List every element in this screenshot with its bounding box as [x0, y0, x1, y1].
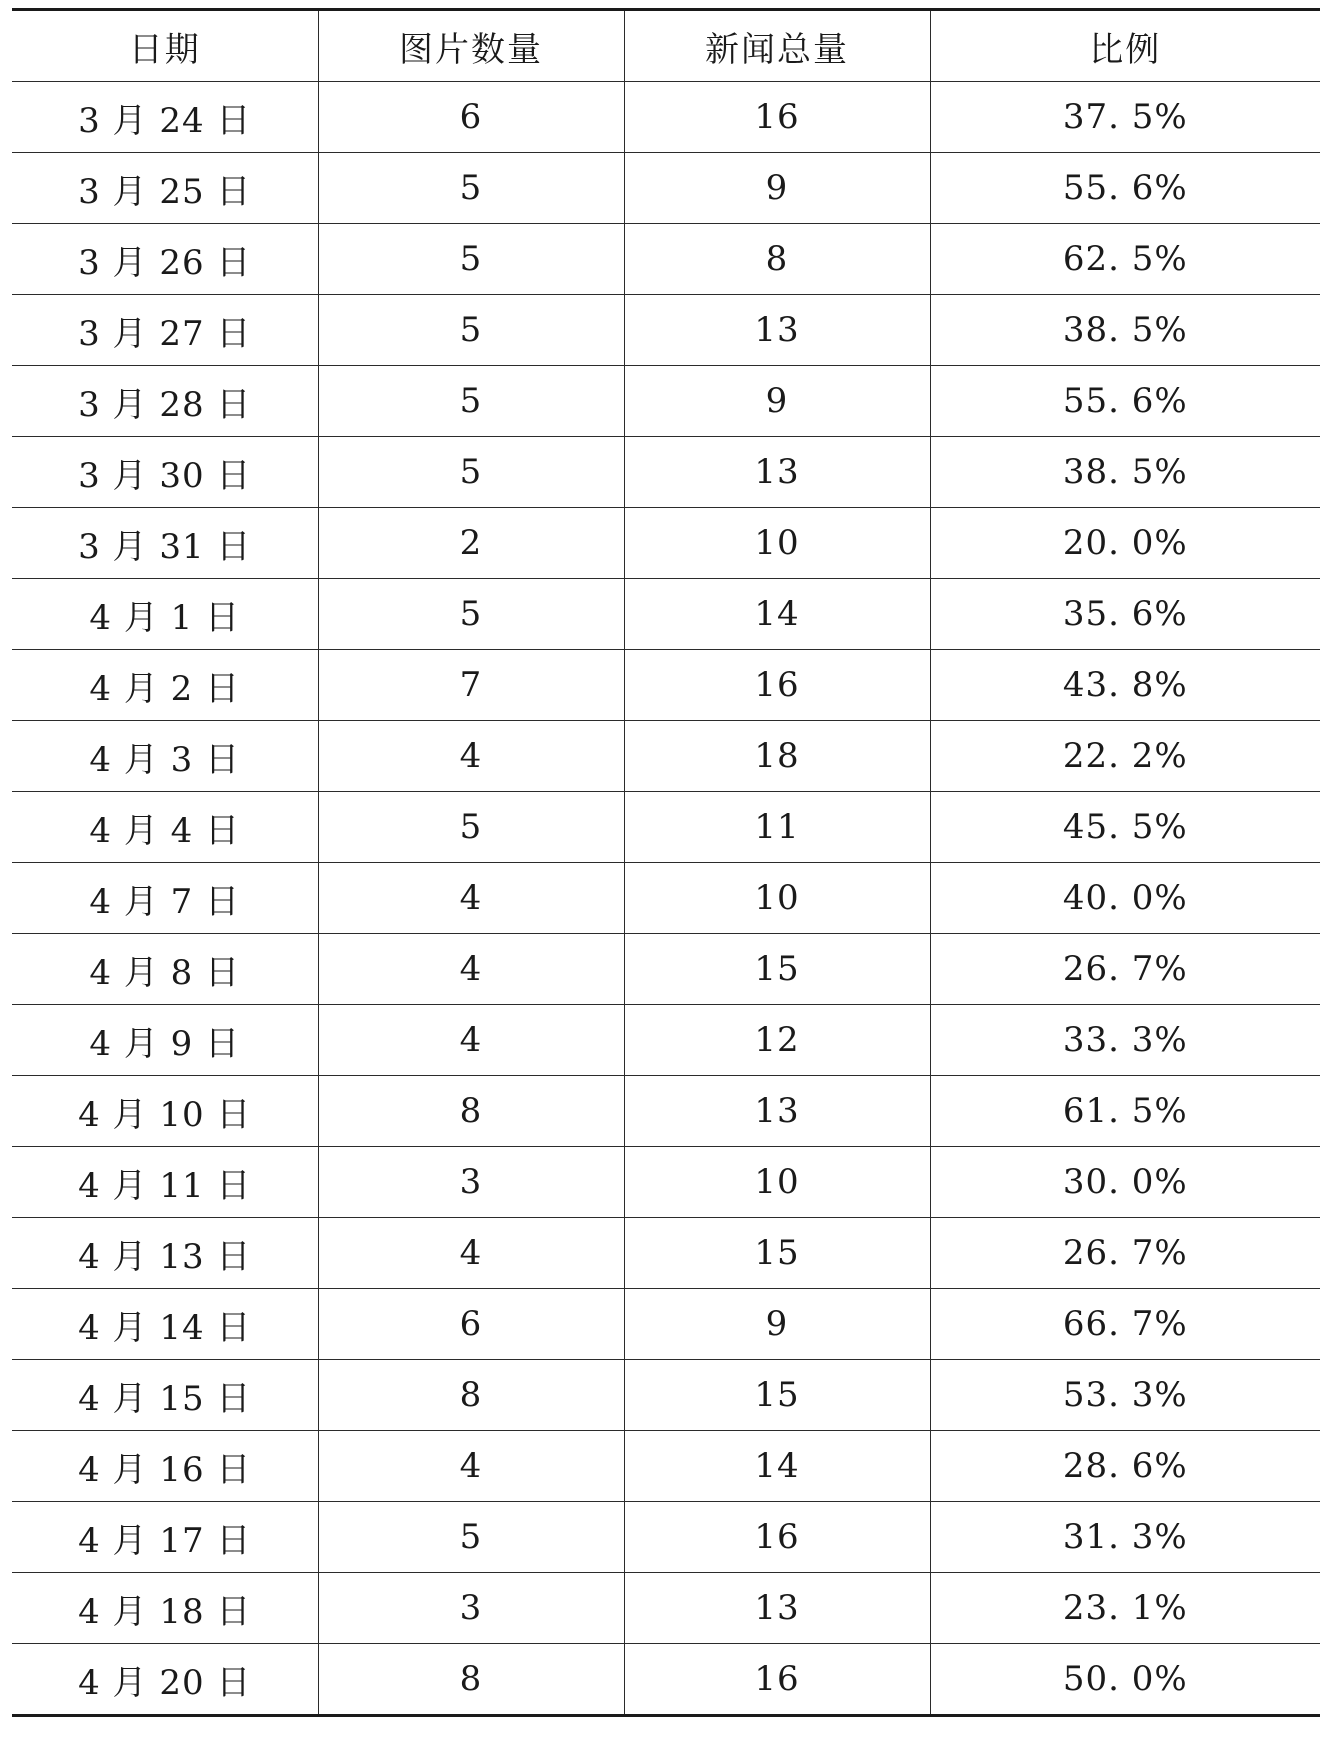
cell-image-count: 4 — [318, 863, 624, 934]
cell-image-count: 6 — [318, 82, 624, 153]
cell-ratio: 43. 8% — [930, 650, 1320, 721]
cell-date: 3 月 24 日 — [12, 82, 318, 153]
cell-date: 4 月 3 日 — [12, 721, 318, 792]
cell-image-count: 8 — [318, 1076, 624, 1147]
cell-ratio: 28. 6% — [930, 1431, 1320, 1502]
cell-date: 4 月 8 日 — [12, 934, 318, 1005]
table-header — [12, 10, 1320, 82]
table-row — [12, 579, 1320, 650]
cell-news-total: 10 — [624, 863, 930, 934]
cell-news-total: 16 — [624, 1502, 930, 1573]
cell-image-count: 4 — [318, 934, 624, 1005]
header-image-count: 图片数量 — [318, 10, 624, 82]
cell-date: 3 月 28 日 — [12, 366, 318, 437]
cell-date: 4 月 16 日 — [12, 1431, 318, 1502]
cell-ratio: 66. 7% — [930, 1289, 1320, 1360]
cell-news-total: 13 — [624, 437, 930, 508]
cell-date: 4 月 15 日 — [12, 1360, 318, 1431]
cell-date: 4 月 11 日 — [12, 1147, 318, 1218]
cell-ratio: 40. 0% — [930, 863, 1320, 934]
table-row — [12, 1218, 1320, 1289]
cell-news-total: 16 — [624, 650, 930, 721]
table-row — [12, 437, 1320, 508]
cell-date: 3 月 25 日 — [12, 153, 318, 224]
header-row — [12, 10, 1320, 82]
cell-date: 4 月 10 日 — [12, 1076, 318, 1147]
cell-image-count: 3 — [318, 1147, 624, 1218]
cell-image-count: 6 — [318, 1289, 624, 1360]
cell-date: 4 月 1 日 — [12, 579, 318, 650]
cell-news-total: 15 — [624, 1218, 930, 1289]
cell-image-count: 7 — [318, 650, 624, 721]
cell-ratio: 38. 5% — [930, 437, 1320, 508]
cell-news-total: 10 — [624, 1147, 930, 1218]
table-row — [12, 82, 1320, 153]
cell-news-total: 14 — [624, 1431, 930, 1502]
table-row — [12, 1076, 1320, 1147]
cell-image-count: 5 — [318, 579, 624, 650]
cell-image-count: 5 — [318, 437, 624, 508]
cell-news-total: 10 — [624, 508, 930, 579]
cell-image-count: 5 — [318, 153, 624, 224]
cell-news-total: 13 — [624, 1573, 930, 1644]
cell-date: 3 月 31 日 — [12, 508, 318, 579]
cell-image-count: 3 — [318, 1573, 624, 1644]
cell-news-total: 13 — [624, 295, 930, 366]
cell-news-total: 18 — [624, 721, 930, 792]
table-row — [12, 1502, 1320, 1573]
cell-date: 4 月 4 日 — [12, 792, 318, 863]
header-date: 日期 — [12, 10, 318, 82]
cell-image-count: 2 — [318, 508, 624, 579]
cell-news-total: 15 — [624, 1360, 930, 1431]
table-row — [12, 650, 1320, 721]
table-row — [12, 1573, 1320, 1644]
table-row — [12, 934, 1320, 1005]
table-row — [12, 721, 1320, 792]
cell-date: 3 月 30 日 — [12, 437, 318, 508]
cell-news-total: 13 — [624, 1076, 930, 1147]
cell-ratio: 26. 7% — [930, 934, 1320, 1005]
cell-news-total: 9 — [624, 153, 930, 224]
table-row — [12, 366, 1320, 437]
cell-date: 3 月 26 日 — [12, 224, 318, 295]
table-row — [12, 295, 1320, 366]
cell-ratio: 61. 5% — [930, 1076, 1320, 1147]
cell-image-count: 8 — [318, 1360, 624, 1431]
header-news-total: 新闻总量 — [624, 10, 930, 82]
table-row — [12, 1289, 1320, 1360]
cell-image-count: 4 — [318, 721, 624, 792]
cell-image-count: 8 — [318, 1644, 624, 1716]
cell-image-count: 5 — [318, 224, 624, 295]
cell-ratio: 62. 5% — [930, 224, 1320, 295]
table-row — [12, 1005, 1320, 1076]
cell-date: 3 月 27 日 — [12, 295, 318, 366]
cell-ratio: 45. 5% — [930, 792, 1320, 863]
cell-image-count: 5 — [318, 366, 624, 437]
cell-news-total: 16 — [624, 82, 930, 153]
cell-date: 4 月 13 日 — [12, 1218, 318, 1289]
cell-news-total: 14 — [624, 579, 930, 650]
cell-ratio: 30. 0% — [930, 1147, 1320, 1218]
cell-news-total: 16 — [624, 1644, 930, 1716]
data-table-container — [12, 8, 1320, 1717]
cell-date: 4 月 9 日 — [12, 1005, 318, 1076]
cell-date: 4 月 20 日 — [12, 1644, 318, 1716]
cell-image-count: 4 — [318, 1005, 624, 1076]
cell-ratio: 50. 0% — [930, 1644, 1320, 1716]
table-row — [12, 1147, 1320, 1218]
cell-date: 4 月 14 日 — [12, 1289, 318, 1360]
cell-date: 4 月 18 日 — [12, 1573, 318, 1644]
cell-ratio: 35. 6% — [930, 579, 1320, 650]
cell-ratio: 22. 2% — [930, 721, 1320, 792]
table-row — [12, 508, 1320, 579]
cell-ratio: 33. 3% — [930, 1005, 1320, 1076]
cell-news-total: 11 — [624, 792, 930, 863]
table-row — [12, 1360, 1320, 1431]
cell-image-count: 4 — [318, 1431, 624, 1502]
cell-ratio: 23. 1% — [930, 1573, 1320, 1644]
table-row — [12, 224, 1320, 295]
table-row — [12, 1431, 1320, 1502]
table-row — [12, 863, 1320, 934]
cell-image-count: 5 — [318, 792, 624, 863]
cell-news-total: 9 — [624, 366, 930, 437]
cell-news-total: 8 — [624, 224, 930, 295]
cell-ratio: 26. 7% — [930, 1218, 1320, 1289]
cell-date: 4 月 2 日 — [12, 650, 318, 721]
table-row — [12, 792, 1320, 863]
table-row — [12, 1644, 1320, 1716]
cell-news-total: 15 — [624, 934, 930, 1005]
cell-ratio: 55. 6% — [930, 153, 1320, 224]
cell-ratio: 20. 0% — [930, 508, 1320, 579]
cell-ratio: 53. 3% — [930, 1360, 1320, 1431]
cell-ratio: 38. 5% — [930, 295, 1320, 366]
cell-ratio: 37. 5% — [930, 82, 1320, 153]
table-body — [12, 82, 1320, 1716]
cell-ratio: 55. 6% — [930, 366, 1320, 437]
cell-news-total: 9 — [624, 1289, 930, 1360]
cell-image-count: 4 — [318, 1218, 624, 1289]
header-ratio: 比例 — [930, 10, 1320, 82]
cell-image-count: 5 — [318, 295, 624, 366]
cell-news-total: 12 — [624, 1005, 930, 1076]
cell-date: 4 月 17 日 — [12, 1502, 318, 1573]
image-ratio-table — [12, 8, 1320, 1717]
cell-date: 4 月 7 日 — [12, 863, 318, 934]
cell-ratio: 31. 3% — [930, 1502, 1320, 1573]
table-row — [12, 153, 1320, 224]
cell-image-count: 5 — [318, 1502, 624, 1573]
